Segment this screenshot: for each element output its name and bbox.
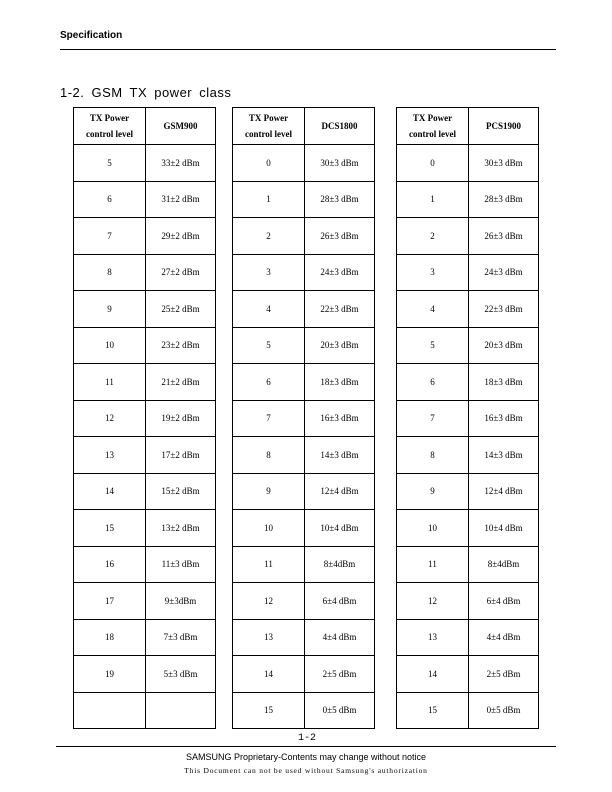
control-level-cell: 6 bbox=[397, 364, 469, 401]
control-level-cell: 2 bbox=[233, 218, 305, 255]
control-level-cell: 5 bbox=[233, 327, 305, 364]
control-level-cell: 14 bbox=[397, 656, 469, 693]
table-row bbox=[397, 583, 539, 620]
power-value-cell: 2±5 dBm bbox=[305, 656, 375, 693]
power-value-cell: 26±3 dBm bbox=[305, 218, 375, 255]
page-number: 1-2 bbox=[298, 733, 317, 744]
control-level-cell: 18 bbox=[74, 619, 146, 656]
control-level-cell: 7 bbox=[397, 400, 469, 437]
power-value-cell: 23±2 dBm bbox=[146, 327, 216, 364]
control-level-cell: 10 bbox=[74, 327, 146, 364]
table-row bbox=[233, 510, 375, 547]
power-value-cell: 16±3 dBm bbox=[469, 400, 539, 437]
power-value-cell: 8±4dBm bbox=[469, 546, 539, 583]
table-row bbox=[397, 473, 539, 510]
page-title: 1-2. GSM TX power class bbox=[60, 85, 232, 100]
table-row bbox=[74, 218, 216, 255]
power-value-cell: 20±3 dBm bbox=[469, 327, 539, 364]
table-row bbox=[397, 364, 539, 401]
control-level-cell: 15 bbox=[397, 692, 469, 729]
table-row bbox=[233, 291, 375, 328]
table-row bbox=[397, 327, 539, 364]
level-header bbox=[397, 108, 469, 145]
table-row bbox=[397, 400, 539, 437]
power-value-cell: 9±3dBm bbox=[146, 583, 216, 620]
table-row bbox=[233, 181, 375, 218]
level-header bbox=[74, 108, 146, 145]
band-header: DCS1800 bbox=[305, 108, 375, 145]
table-row bbox=[74, 400, 216, 437]
control-level-cell: 13 bbox=[233, 619, 305, 656]
table-row bbox=[74, 327, 216, 364]
table-header-row bbox=[233, 108, 375, 145]
power-value-cell: 0±5 dBm bbox=[305, 692, 375, 729]
control-level-cell: 7 bbox=[233, 400, 305, 437]
control-level-cell: 19 bbox=[74, 656, 146, 693]
control-level-cell: 11 bbox=[74, 364, 146, 401]
table-row bbox=[233, 546, 375, 583]
control-level-cell: 5 bbox=[397, 327, 469, 364]
table-header-row bbox=[397, 108, 539, 145]
power-value-cell: 13±2 dBm bbox=[146, 510, 216, 547]
table-row bbox=[397, 619, 539, 656]
power-value-cell: 0±5 dBm bbox=[469, 692, 539, 729]
table-row bbox=[397, 510, 539, 547]
table-row bbox=[397, 145, 539, 182]
power-value-cell: 16±3 dBm bbox=[305, 400, 375, 437]
table-row bbox=[233, 400, 375, 437]
control-level-cell: 1 bbox=[233, 181, 305, 218]
level-header bbox=[233, 108, 305, 145]
power-value-cell: 2±5 dBm bbox=[469, 656, 539, 693]
control-level-cell: 2 bbox=[397, 218, 469, 255]
table-row bbox=[74, 656, 216, 693]
header-rule bbox=[60, 49, 556, 50]
table-row bbox=[397, 181, 539, 218]
table-row bbox=[74, 510, 216, 547]
band-header: GSM900 bbox=[146, 108, 216, 145]
power-value-cell: 27±2 dBm bbox=[146, 254, 216, 291]
power-value-cell: 28±3 dBm bbox=[469, 181, 539, 218]
control-level-cell: 0 bbox=[397, 145, 469, 182]
level-header-line2: control level bbox=[85, 129, 134, 139]
table-row bbox=[74, 364, 216, 401]
power-value-cell: 7±3 dBm bbox=[146, 619, 216, 656]
control-level-cell: 11 bbox=[397, 546, 469, 583]
gsm900-table bbox=[73, 107, 216, 729]
level-header-line1: TX Power bbox=[89, 113, 130, 123]
control-level-cell: 10 bbox=[233, 510, 305, 547]
table-row bbox=[233, 437, 375, 474]
table-row bbox=[74, 254, 216, 291]
table-row bbox=[233, 364, 375, 401]
table-row bbox=[397, 546, 539, 583]
section-header: Specification bbox=[60, 30, 123, 41]
table-row bbox=[74, 546, 216, 583]
power-value-cell: 26±3 dBm bbox=[469, 218, 539, 255]
power-value-cell: 24±3 dBm bbox=[305, 254, 375, 291]
power-value-cell: 4±4 dBm bbox=[305, 619, 375, 656]
table-row bbox=[233, 254, 375, 291]
power-value-cell: 12±4 dBm bbox=[305, 473, 375, 510]
table-row bbox=[397, 656, 539, 693]
power-value-cell: 29±2 dBm bbox=[146, 218, 216, 255]
control-level-cell: 14 bbox=[233, 656, 305, 693]
footer-authorization: This Document can not be used without Samsung's authorization bbox=[184, 766, 428, 775]
table-header-row bbox=[74, 108, 216, 145]
power-value-cell: 11±3 dBm bbox=[146, 546, 216, 583]
table-row bbox=[74, 583, 216, 620]
control-level-cell: 13 bbox=[397, 619, 469, 656]
power-value-cell: 25±2 dBm bbox=[146, 291, 216, 328]
power-value-cell: 21±2 dBm bbox=[146, 364, 216, 401]
band-header: PCS1900 bbox=[469, 108, 539, 145]
power-value-cell: 6±4 dBm bbox=[305, 583, 375, 620]
control-level-cell bbox=[74, 692, 146, 729]
control-level-cell: 9 bbox=[233, 473, 305, 510]
control-level-cell: 13 bbox=[74, 437, 146, 474]
table-row bbox=[233, 473, 375, 510]
control-level-cell: 4 bbox=[397, 291, 469, 328]
table-row bbox=[74, 181, 216, 218]
control-level-cell: 3 bbox=[233, 254, 305, 291]
table-row bbox=[397, 254, 539, 291]
footer-notice: SAMSUNG Proprietary-Contents may change without notice bbox=[185, 752, 427, 762]
control-level-cell: 14 bbox=[74, 473, 146, 510]
control-level-cell: 15 bbox=[74, 510, 146, 547]
table-row bbox=[233, 583, 375, 620]
control-level-cell: 1 bbox=[397, 181, 469, 218]
control-level-cell: 4 bbox=[233, 291, 305, 328]
table-row bbox=[233, 656, 375, 693]
control-level-cell: 8 bbox=[74, 254, 146, 291]
power-value-cell: 22±3 dBm bbox=[305, 291, 375, 328]
control-level-cell: 15 bbox=[233, 692, 305, 729]
power-value-cell: 28±3 dBm bbox=[305, 181, 375, 218]
control-level-cell: 5 bbox=[74, 145, 146, 182]
control-level-cell: 0 bbox=[233, 145, 305, 182]
power-value-cell: 10±4 dBm bbox=[305, 510, 375, 547]
power-value-cell: 17±2 dBm bbox=[146, 437, 216, 474]
table-row bbox=[233, 619, 375, 656]
power-value-cell: 14±3 dBm bbox=[469, 437, 539, 474]
power-value-cell: 22±3 dBm bbox=[469, 291, 539, 328]
table-row bbox=[397, 437, 539, 474]
power-value-cell: 6±4 dBm bbox=[469, 583, 539, 620]
power-value-cell bbox=[146, 692, 216, 729]
control-level-cell: 12 bbox=[74, 400, 146, 437]
control-level-cell: 8 bbox=[397, 437, 469, 474]
table-row bbox=[74, 291, 216, 328]
pcs1900-table bbox=[396, 107, 539, 729]
table-row bbox=[233, 218, 375, 255]
control-level-cell: 17 bbox=[74, 583, 146, 620]
control-level-cell: 7 bbox=[74, 218, 146, 255]
power-value-cell: 20±3 dBm bbox=[305, 327, 375, 364]
power-value-cell: 18±3 dBm bbox=[305, 364, 375, 401]
control-level-cell: 9 bbox=[74, 291, 146, 328]
power-value-cell: 12±4 dBm bbox=[469, 473, 539, 510]
power-value-cell: 24±3 dBm bbox=[469, 254, 539, 291]
power-value-cell: 4±4 dBm bbox=[469, 619, 539, 656]
level-header-line2: control level bbox=[244, 129, 293, 139]
control-level-cell: 6 bbox=[233, 364, 305, 401]
table-row bbox=[397, 692, 539, 729]
table-row bbox=[233, 692, 375, 729]
power-value-cell: 8±4dBm bbox=[305, 546, 375, 583]
table-row bbox=[74, 619, 216, 656]
power-value-cell: 10±4 dBm bbox=[469, 510, 539, 547]
control-level-cell: 16 bbox=[74, 546, 146, 583]
control-level-cell: 9 bbox=[397, 473, 469, 510]
table-row bbox=[74, 473, 216, 510]
power-value-cell: 14±3 dBm bbox=[305, 437, 375, 474]
control-level-cell: 12 bbox=[397, 583, 469, 620]
level-header-line1: TX Power bbox=[412, 113, 453, 123]
control-level-cell: 8 bbox=[233, 437, 305, 474]
level-header-line1: TX Power bbox=[248, 113, 289, 123]
power-value-cell: 30±3 dBm bbox=[469, 145, 539, 182]
power-value-cell: 33±2 dBm bbox=[146, 145, 216, 182]
table-row bbox=[397, 291, 539, 328]
table-row bbox=[74, 437, 216, 474]
power-value-cell: 30±3 dBm bbox=[305, 145, 375, 182]
table-row bbox=[74, 145, 216, 182]
level-header-line2: control level bbox=[408, 129, 457, 139]
table-row bbox=[74, 692, 216, 729]
power-value-cell: 15±2 dBm bbox=[146, 473, 216, 510]
table-row bbox=[233, 327, 375, 364]
control-level-cell: 10 bbox=[397, 510, 469, 547]
table-row bbox=[233, 145, 375, 182]
power-value-cell: 31±2 dBm bbox=[146, 181, 216, 218]
power-value-cell: 18±3 dBm bbox=[469, 364, 539, 401]
control-level-cell: 12 bbox=[233, 583, 305, 620]
table-row bbox=[397, 218, 539, 255]
control-level-cell: 11 bbox=[233, 546, 305, 583]
dcs1800-table bbox=[232, 107, 375, 729]
power-value-cell: 19±2 dBm bbox=[146, 400, 216, 437]
footer-rule bbox=[56, 746, 556, 747]
control-level-cell: 3 bbox=[397, 254, 469, 291]
power-value-cell: 5±3 dBm bbox=[146, 656, 216, 693]
control-level-cell: 6 bbox=[74, 181, 146, 218]
